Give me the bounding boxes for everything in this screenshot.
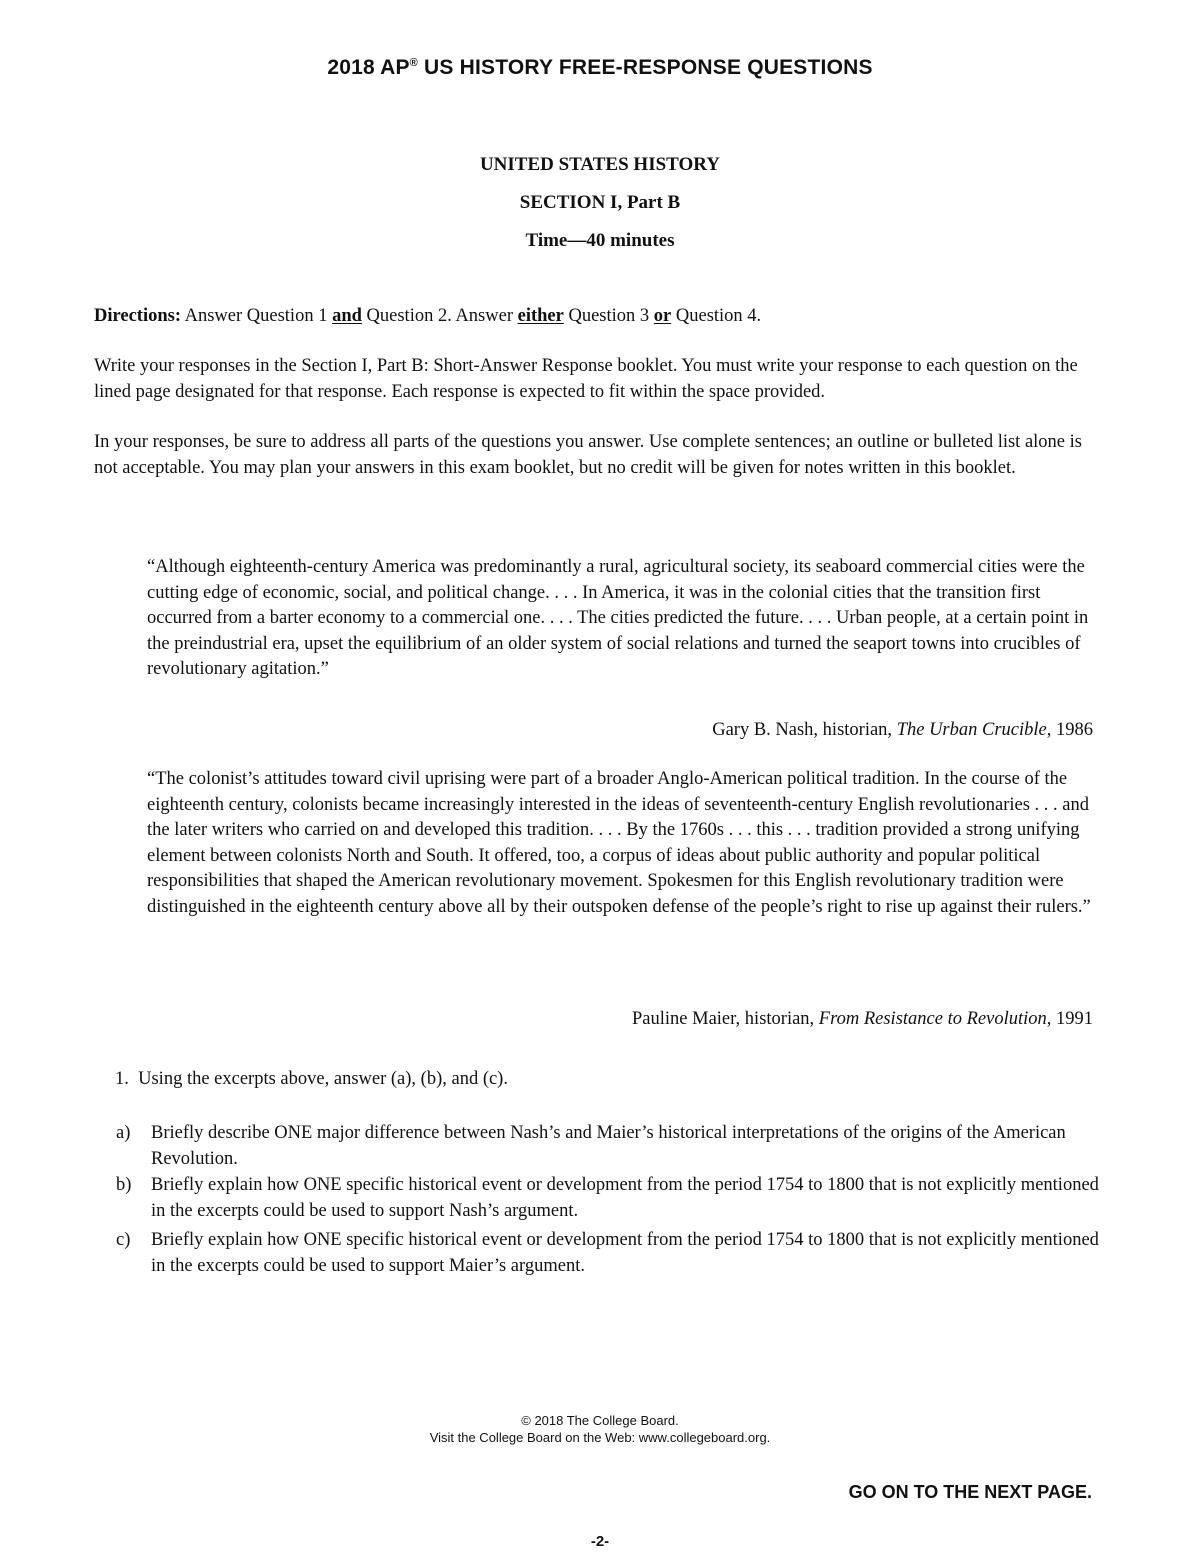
directions-text-3: Question 3 — [563, 306, 654, 326]
item-letter: c) — [116, 1230, 131, 1250]
go-on-next-page: GO ON TO THE NEXT PAGE. — [848, 1482, 1092, 1502]
question-1-prompt — [115, 1067, 1095, 1093]
item-letter: b) — [116, 1175, 132, 1195]
directions-text-2: Question 2. Answer — [361, 306, 518, 326]
page-header-title — [0, 56, 1200, 80]
item-text: Briefly describe ONE major difference between Nash’s and Maier’s historical interpretations of the origins of the American Revolution. — [151, 1123, 1066, 1169]
item-text: Briefly explain how ONE specific historical event or development from the period 1754 to 1800 that is not explicitly mentioned in the excerpts could be used to support Maier’s argument. — [151, 1230, 1099, 1276]
question-prompt: Using the excerpts above, answer (a), (b), and (c). — [138, 1069, 508, 1089]
excerpt-nash: “Although eighteenth-century America was predominantly a rural, agricultural society, its seaboard commercial cities were the cutting edge of economic, social, and political change. . . . In America, it was in the colonial cities that the transition first occurred from a barter economy to a commercial one. . . . The cities predicted the future. . . . Urban people, at a certain point in the preindustrial era, upset the equilibrium of an older system of social relations and turned the seaport towns into crucibles of revolutionary agitation.” — [147, 557, 1089, 679]
excerpt-maier: “The colonist’s attitudes toward civil uprising were part of a broader Anglo-American political tradition. In the course of the eighteenth century, colonists became increasingly interested in the ideas of seventeenth-century English revolutionaries . . . and the later writers who carried on and developed this tradition. . . . By the 1760s . . . this . . . tradition provided a strong unifying element between colonists North and South. It offered, too, a corpus of ideas about public authority and popular political responsibilities that shaped the American revolutionary movement. Spokesmen for this English revolutionary tradition were distinguished in the eighteenth century above all by their outspoken defense of the people’s right to rise up against their rulers.” — [147, 769, 1091, 917]
section-part: SECTION I, Part B — [519, 192, 681, 213]
directions-or: or — [653, 306, 672, 326]
section-subject: UNITED STATES HISTORY — [479, 154, 721, 175]
excerpt-attribution-nash — [712, 720, 1093, 741]
header-title-post: US HISTORY FREE-RESPONSE QUESTIONS — [417, 56, 873, 79]
attribution-work: The Urban Crucible — [896, 720, 1047, 740]
attribution-year: , 1991 — [1046, 1009, 1093, 1029]
question-item-a — [116, 1121, 1101, 1172]
directions-and: and — [332, 306, 362, 326]
instruction-paragraph: In your responses, be sure to address all parts of the questions you answer. Use complete sentences; an outline or bulleted list alone is not acceptable. You may plan your answers in this exam booklet, but no credit will be given for notes written in this booklet. — [94, 432, 1082, 478]
instruction-paragraph: Write your responses in the Section I, Part B: Short-Answer Response booklet. You must write your response to each question on the lined page designated for that response. Each response is expected to fit within the space provided. — [94, 356, 1078, 402]
header-title-pre: 2018 AP — [327, 56, 410, 79]
page-number: -2- — [590, 1533, 610, 1550]
question-item-c — [116, 1228, 1101, 1279]
directions-text-1: Answer Question 1 — [181, 306, 333, 326]
registered-mark: ® — [409, 57, 418, 69]
item-letter: a) — [116, 1123, 131, 1143]
question-number: 1. — [115, 1069, 129, 1089]
directions-either: either — [517, 306, 564, 326]
footer-visit: Visit the College Board on the Web: www.collegeboard.org. — [429, 1430, 771, 1445]
attribution-author: Pauline Maier, historian, — [632, 1009, 819, 1029]
directions-text-4: Question 4. — [671, 306, 762, 326]
excerpt-attribution-maier — [632, 1009, 1093, 1030]
attribution-work: From Resistance to Revolution — [818, 1009, 1047, 1029]
directions-label: Directions: — [94, 306, 181, 326]
attribution-year: , 1986 — [1046, 720, 1093, 740]
item-text: Briefly explain how ONE specific historical event or development from the period 1754 to 1800 that is not explicitly mentioned in the excerpts could be used to support Nash’s argument. — [151, 1175, 1099, 1221]
attribution-author: Gary B. Nash, historian, — [712, 720, 897, 740]
directions — [94, 304, 1104, 330]
question-item-b — [116, 1173, 1101, 1224]
footer-copyright: © 2018 The College Board. — [521, 1413, 679, 1428]
section-time: Time—40 minutes — [525, 230, 675, 251]
